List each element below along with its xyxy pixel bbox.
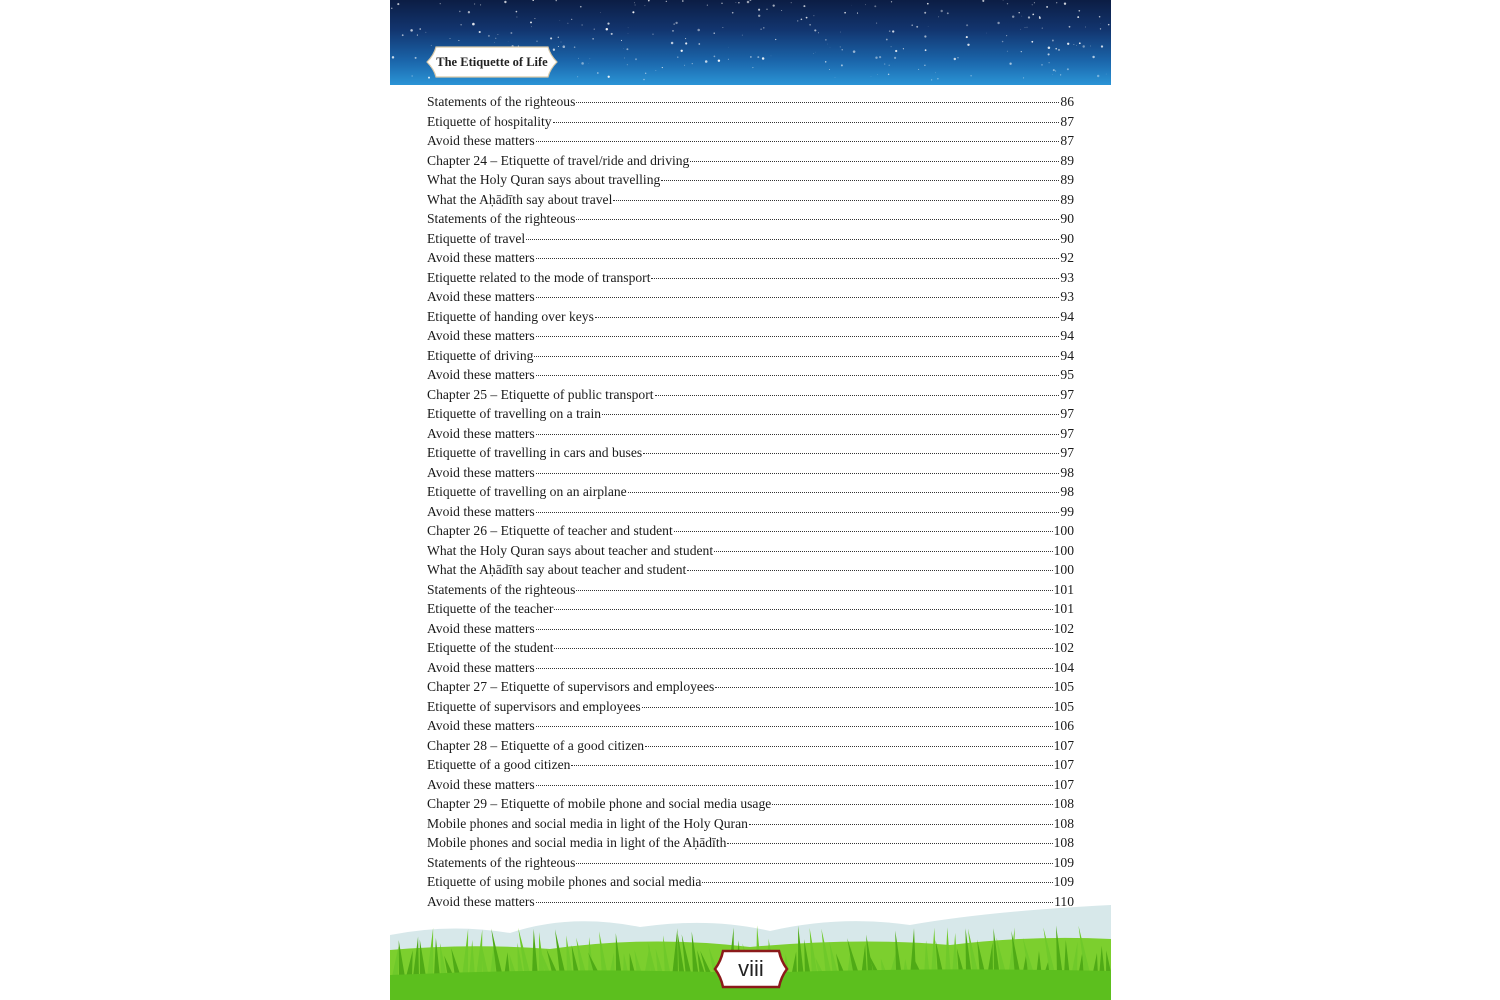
toc-entry-page: 93: [1060, 269, 1074, 285]
toc-entry-page: 89: [1060, 172, 1074, 187]
toc-entry-page: 97: [1060, 406, 1074, 421]
toc-entry: [427, 619, 1074, 639]
page-number: viii: [738, 956, 764, 981]
toc-entry: [427, 443, 1074, 463]
toc-entry-title: Mobile phones and social media in light of the Aḥādīth: [427, 835, 727, 850]
toc-entry-page: 105: [1053, 698, 1074, 714]
toc-dot-leader: [772, 804, 1052, 805]
toc-entry-title: What the Aḥādīth say about teacher and student: [427, 562, 687, 577]
toc-entry-title: Avoid these matters: [427, 893, 535, 909]
toc-entry-page: 98: [1060, 484, 1074, 499]
toc-entry: [427, 482, 1074, 502]
toc-entry-title: Avoid these matters: [427, 289, 535, 304]
toc-entry: [427, 151, 1074, 171]
toc-dot-leader: [536, 336, 1060, 337]
toc-entry-page: 95: [1060, 367, 1074, 382]
toc-dot-leader: [643, 453, 1059, 454]
toc-entry-page: 107: [1053, 737, 1074, 753]
toc-entry: [427, 346, 1074, 366]
toc-entry-title: Avoid these matters: [427, 503, 535, 519]
toc-entry: [427, 736, 1074, 756]
toc-entry: [427, 677, 1074, 697]
toc-entry-page: 92: [1060, 250, 1074, 265]
toc-entry-title: Etiquette of driving: [427, 347, 534, 363]
toc-dot-leader: [595, 317, 1060, 318]
toc-entry-title: Statements of the righteous: [427, 854, 576, 870]
toc-dot-leader: [655, 395, 1060, 396]
toc-entry-page: 94: [1060, 308, 1074, 324]
toc-entry: [427, 112, 1074, 132]
toc-entry-page: 98: [1060, 464, 1074, 480]
toc-dot-leader: [571, 765, 1052, 766]
header-title-plaque: [426, 46, 558, 78]
toc-dot-leader: [702, 882, 1052, 883]
toc-entry: [427, 131, 1074, 151]
toc-entry-page: 101: [1053, 601, 1074, 616]
toc-entry: [427, 307, 1074, 327]
toc-dot-leader: [536, 434, 1060, 435]
toc-entry: [427, 755, 1074, 775]
toc-entry-page: 97: [1060, 386, 1074, 402]
toc-entry-title: Mobile phones and social media in light of the Holy Quran: [427, 815, 748, 831]
toc-dot-leader: [687, 570, 1052, 571]
toc-entry-title: Etiquette of supervisors and employees: [427, 698, 641, 714]
toc-entry: [427, 716, 1074, 736]
toc-entry: [427, 560, 1074, 580]
toc-entry: [427, 170, 1074, 190]
toc-entry: [427, 463, 1074, 483]
toc-entry-title: Avoid these matters: [427, 718, 535, 733]
toc-dot-leader: [576, 219, 1059, 220]
toc-dot-leader: [536, 473, 1060, 474]
toc-entry-page: 100: [1053, 562, 1074, 577]
toc-dot-leader: [536, 785, 1053, 786]
toc-entry-page: 90: [1060, 211, 1074, 226]
toc-dot-leader: [554, 648, 1052, 649]
toc-entry-page: 101: [1053, 581, 1074, 597]
toc-entry-title: Etiquette of travel: [427, 230, 526, 246]
toc-entry-page: 108: [1053, 796, 1074, 811]
toc-dot-leader: [536, 668, 1053, 669]
toc-entry-page: 104: [1053, 659, 1074, 675]
toc-entry-title: What the Holy Quran says about travelling: [427, 172, 661, 187]
toc-entry-page: 107: [1053, 776, 1074, 792]
toc-entry: [427, 638, 1074, 658]
toc-entry-page: 86: [1060, 94, 1074, 109]
toc-entry-title: Avoid these matters: [427, 620, 535, 636]
toc-entry: [427, 326, 1074, 346]
toc-entry-title: Avoid these matters: [427, 367, 535, 382]
toc-entry-page: 109: [1053, 874, 1074, 889]
toc-dot-leader: [553, 122, 1060, 123]
toc-entry: [427, 268, 1074, 288]
toc-dot-leader: [576, 863, 1052, 864]
toc-entry-title: Etiquette of the teacher: [427, 601, 554, 616]
toc-entry-page: 105: [1053, 679, 1074, 694]
toc-dot-leader: [690, 161, 1059, 162]
toc-entry: [427, 209, 1074, 229]
toc-entry: [427, 599, 1074, 619]
toc-entry: [427, 502, 1074, 522]
toc-entry-title: Avoid these matters: [427, 776, 535, 792]
toc-entry: [427, 521, 1074, 541]
toc-dot-leader: [727, 843, 1052, 844]
book-title: The Etiquette of Life: [436, 55, 548, 69]
toc-dot-leader: [651, 278, 1059, 279]
toc-dot-leader: [536, 375, 1060, 376]
toc-entry-page: 108: [1053, 835, 1074, 850]
toc-entry: [427, 541, 1074, 561]
toc-dot-leader: [536, 297, 1060, 298]
toc-entry-page: 107: [1053, 757, 1074, 772]
toc-entry-page: 94: [1060, 347, 1074, 363]
toc-entry-title: Avoid these matters: [427, 328, 535, 343]
toc-entry-page: 109: [1053, 854, 1074, 870]
toc-dot-leader: [661, 180, 1059, 181]
page-number-plaque: [713, 949, 789, 989]
toc-entry-title: Etiquette of the student: [427, 640, 554, 655]
toc-entry-title: Etiquette of handing over keys: [427, 308, 594, 324]
toc-entry: [427, 814, 1074, 834]
toc-dot-leader: [645, 746, 1053, 747]
toc-entry: [427, 190, 1074, 210]
toc-entry: [427, 365, 1074, 385]
toc-entry-title: Etiquette of hospitality: [427, 113, 552, 129]
toc-entry-page: 106: [1053, 718, 1074, 733]
toc-entry: [427, 229, 1074, 249]
toc-entry: [427, 385, 1074, 405]
toc-entry: [427, 794, 1074, 814]
toc-entry-title: Avoid these matters: [427, 250, 535, 265]
toc-entry-page: 97: [1060, 445, 1074, 460]
toc-dot-leader: [526, 239, 1059, 240]
toc-entry-page: 100: [1053, 523, 1074, 538]
toc-dot-leader: [642, 707, 1053, 708]
toc-entry: [427, 853, 1074, 873]
toc-entry-title: What the Holy Quran says about teacher and student: [427, 542, 714, 558]
toc-dot-leader: [554, 609, 1052, 610]
toc-entry-title: Avoid these matters: [427, 659, 535, 675]
toc-entry-page: 102: [1053, 640, 1074, 655]
toc-entry: [427, 248, 1074, 268]
toc-entry-page: 94: [1060, 328, 1074, 343]
toc-entry-title: Avoid these matters: [427, 464, 535, 480]
toc-entry-page: 102: [1053, 620, 1074, 636]
toc-dot-leader: [536, 629, 1053, 630]
toc-entry-page: 89: [1060, 191, 1074, 207]
table-of-contents: [427, 92, 1074, 911]
starry-sky-header: [390, 0, 1111, 85]
toc-dot-leader: [536, 141, 1060, 142]
toc-dot-leader: [602, 414, 1059, 415]
toc-entry-title: Etiquette of travelling in cars and buses: [427, 445, 643, 460]
toc-entry: [427, 287, 1074, 307]
toc-entry-title: Chapter 28 – Etiquette of a good citizen: [427, 737, 645, 753]
toc-dot-leader: [576, 102, 1059, 103]
toc-entry-title: Statements of the righteous: [427, 211, 576, 226]
toc-entry-title: Statements of the righteous: [427, 94, 576, 109]
toc-entry-page: 108: [1053, 815, 1074, 831]
toc-entry-title: Avoid these matters: [427, 133, 535, 148]
toc-entry-title: Avoid these matters: [427, 425, 535, 441]
toc-dot-leader: [536, 902, 1053, 903]
toc-entry-title: Etiquette of using mobile phones and social media: [427, 874, 702, 889]
toc-entry-page: 110: [1054, 893, 1074, 909]
toc-entry-title: Chapter 26 – Etiquette of teacher and student: [427, 523, 673, 538]
toc-entry: [427, 658, 1074, 678]
toc-entry: [427, 404, 1074, 424]
toc-entry-title: Statements of the righteous: [427, 581, 576, 597]
toc-entry-title: Chapter 24 – Etiquette of travel/ride and driving: [427, 152, 690, 168]
toc-dot-leader: [628, 492, 1060, 493]
toc-dot-leader: [715, 687, 1052, 688]
toc-entry-page: 87: [1060, 113, 1074, 129]
toc-entry-title: Etiquette of travelling on a train: [427, 406, 602, 421]
toc-dot-leader: [674, 531, 1053, 532]
toc-dot-leader: [534, 356, 1059, 357]
toc-dot-leader: [576, 590, 1052, 591]
toc-entry-page: 89: [1060, 152, 1074, 168]
toc-entry: [427, 833, 1074, 853]
toc-dot-leader: [749, 824, 1053, 825]
toc-entry: [427, 424, 1074, 444]
toc-entry-page: 97: [1060, 425, 1074, 441]
toc-dot-leader: [536, 512, 1060, 513]
toc-entry-title: Chapter 25 – Etiquette of public transport: [427, 386, 654, 402]
toc-entry-page: 99: [1060, 503, 1074, 519]
toc-entry: [427, 580, 1074, 600]
toc-entry-title: Chapter 29 – Etiquette of mobile phone and social media usage: [427, 796, 772, 811]
toc-entry-page: 90: [1060, 230, 1074, 246]
book-page: [390, 0, 1111, 1000]
toc-entry-page: 93: [1060, 289, 1074, 304]
toc-entry-title: Etiquette of a good citizen: [427, 757, 571, 772]
toc-entry-page: 100: [1053, 542, 1074, 558]
toc-dot-leader: [613, 200, 1059, 201]
toc-entry-title: Etiquette of travelling on an airplane: [427, 484, 627, 499]
toc-dot-leader: [536, 726, 1053, 727]
toc-entry-title: Etiquette related to the mode of transport: [427, 269, 651, 285]
toc-entry: [427, 775, 1074, 795]
toc-entry-page: 87: [1060, 133, 1074, 148]
toc-entry: [427, 872, 1074, 892]
toc-entry: [427, 92, 1074, 112]
toc-entry-title: Chapter 27 – Etiquette of supervisors and employees: [427, 679, 715, 694]
toc-dot-leader: [714, 551, 1052, 552]
toc-dot-leader: [536, 258, 1060, 259]
toc-entry: [427, 697, 1074, 717]
toc-entry-title: What the Aḥādīth say about travel: [427, 191, 613, 207]
